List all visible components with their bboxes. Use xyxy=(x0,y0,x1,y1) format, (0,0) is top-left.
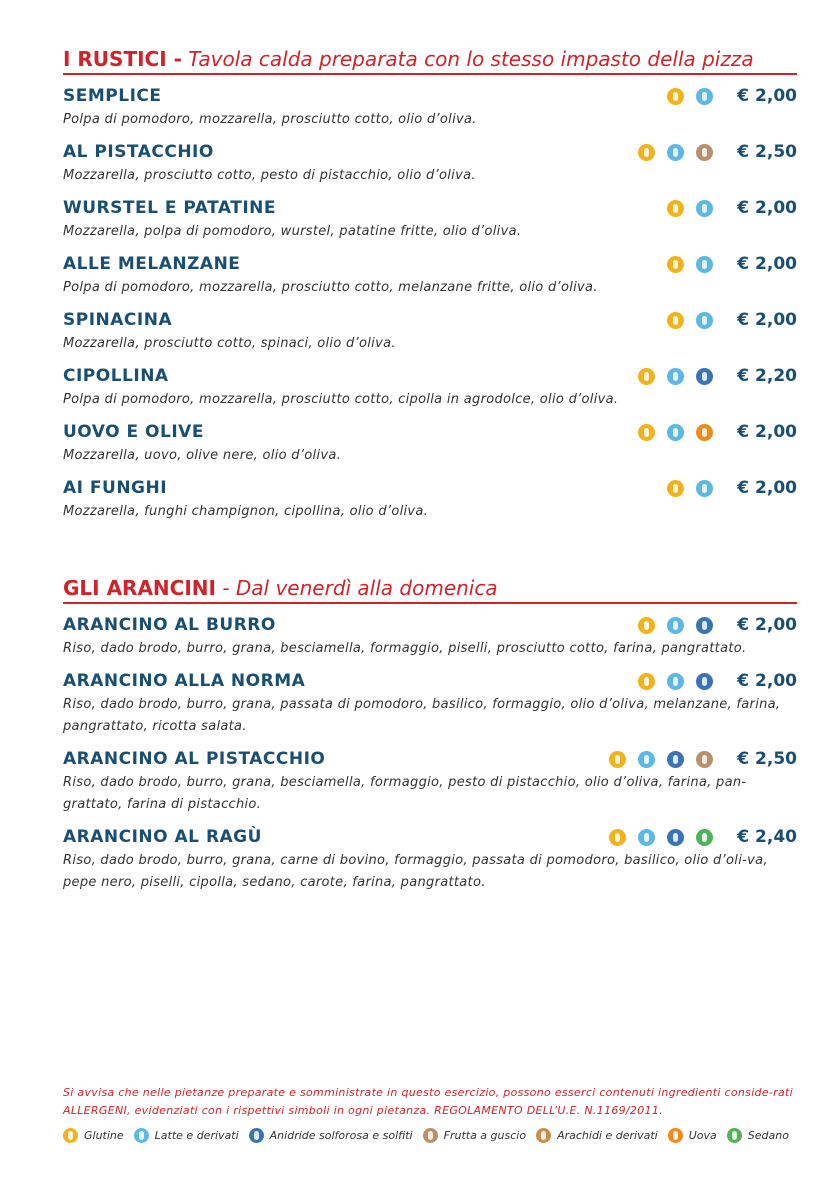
menu-item-price: € 2,50 xyxy=(737,142,797,162)
glutine-allergen-icon xyxy=(638,424,655,441)
glutine-allergen-icon xyxy=(638,673,655,690)
menu-item-name: ARANCINO AL RAGÙ xyxy=(63,827,262,847)
menu-item-name: UOVO E OLIVE xyxy=(63,422,204,442)
latte-allergen-icon xyxy=(696,88,713,105)
menu-item-name: SPINACINA xyxy=(63,310,173,330)
menu-item-name: AL PISTACCHIO xyxy=(63,142,214,162)
legend-label: Frutta a guscio xyxy=(443,1129,527,1142)
menu-item-name: SEMPLICE xyxy=(63,86,162,106)
menu-item-header xyxy=(63,612,797,638)
solfiti-allergen-icon xyxy=(667,751,684,768)
frutta-allergen-icon xyxy=(696,751,713,768)
menu-item xyxy=(63,195,797,243)
menu-item-price: € 2,20 xyxy=(737,366,797,386)
menu-item-name: CIPOLLINA xyxy=(63,366,169,386)
frutta-allergen-icon xyxy=(423,1128,438,1143)
menu-item-description: Mozzarella, funghi champignon, cipollina, olio d’oliva. xyxy=(63,504,429,519)
glutine-allergen-icon xyxy=(63,1128,78,1143)
legend-label: Arachidi e derivati xyxy=(557,1129,658,1142)
menu-item-right xyxy=(655,307,797,333)
sedano-allergen-icon xyxy=(727,1128,742,1143)
glutine-allergen-icon xyxy=(638,368,655,385)
menu-item xyxy=(63,746,797,816)
menu-item-header xyxy=(63,307,797,333)
menu-item-description: Polpa di pomodoro, mozzarella, prosciutto cotto, olio d’oliva. xyxy=(63,112,477,127)
menu-item-right xyxy=(655,251,797,277)
menu-item xyxy=(63,419,797,467)
latte-allergen-icon xyxy=(638,751,655,768)
glutine-allergen-icon xyxy=(667,312,684,329)
latte-allergen-icon xyxy=(696,312,713,329)
arancini-title-sub: - Dal venerdì alla domenica xyxy=(222,576,498,600)
glutine-allergen-icon xyxy=(638,144,655,161)
menu-item-header xyxy=(63,251,797,277)
arancini-title-strong: GLI ARANCINI xyxy=(63,576,216,600)
legend-label: Uova xyxy=(688,1129,717,1142)
legend-item-uova xyxy=(668,1128,717,1143)
sedano-allergen-icon xyxy=(696,829,713,846)
menu-item-right xyxy=(655,475,797,501)
latte-allergen-icon xyxy=(667,424,684,441)
menu-item-description: Riso, dado brodo, burro, grana, passata di pomodoro, basilico, formaggio, olio d’oliva, melanzane, farina, pangrattato, ricotta salata. xyxy=(63,697,781,734)
latte-allergen-icon xyxy=(134,1128,149,1143)
menu-item-price: € 2,00 xyxy=(737,422,797,442)
menu-item-price: € 2,00 xyxy=(737,198,797,218)
glutine-allergen-icon xyxy=(609,751,626,768)
menu-item-right xyxy=(597,824,797,850)
menu-item-description: Polpa di pomodoro, mozzarella, prosciutto cotto, cipolla in agrodolce, olio d’oliva. xyxy=(63,392,619,407)
menu-item-description: Riso, dado brodo, burro, grana, besciamella, formaggio, pesto di pistacchio, olio d’oliva, farina, pan-grattato, farina di pistacchio. xyxy=(63,775,747,812)
glutine-allergen-icon xyxy=(638,617,655,634)
menu-item-header xyxy=(63,363,797,389)
menu-item-price: € 2,00 xyxy=(737,671,797,691)
legend-item-latte xyxy=(134,1128,239,1143)
latte-allergen-icon xyxy=(667,617,684,634)
latte-allergen-icon xyxy=(667,368,684,385)
menu-item xyxy=(63,824,797,894)
menu-item-right xyxy=(597,746,797,772)
menu-item-name: WURSTEL E PATATINE xyxy=(63,198,276,218)
uova-allergen-icon xyxy=(668,1128,683,1143)
rustici-list xyxy=(63,83,797,523)
menu-item-name: ARANCINO ALLA NORMA xyxy=(63,671,306,691)
menu-item-right xyxy=(626,363,797,389)
menu-item xyxy=(63,475,797,523)
menu-item-price: € 2,00 xyxy=(737,615,797,635)
latte-allergen-icon xyxy=(638,829,655,846)
legend-item-frutta xyxy=(423,1128,526,1143)
solfiti-allergen-icon xyxy=(696,673,713,690)
solfiti-allergen-icon xyxy=(249,1128,264,1143)
glutine-allergen-icon xyxy=(667,480,684,497)
frutta-allergen-icon xyxy=(696,144,713,161)
legend-item-solfiti xyxy=(249,1128,413,1143)
arachidi-allergen-icon xyxy=(536,1128,551,1143)
arancini-section xyxy=(63,575,797,894)
menu-item-price: € 2,00 xyxy=(737,478,797,498)
menu-item xyxy=(63,83,797,131)
menu-item-header xyxy=(63,475,797,501)
menu-item xyxy=(63,612,797,660)
rustici-section xyxy=(63,46,797,523)
latte-allergen-icon xyxy=(696,200,713,217)
rustici-title-sub: Tavola calda preparata con lo stesso impasto della pizza xyxy=(188,47,754,71)
menu-item-description: Polpa di pomodoro, mozzarella, prosciutto cotto, melanzane fritte, olio d’oliva. xyxy=(63,280,598,295)
legend-label: Glutine xyxy=(84,1129,124,1142)
solfiti-allergen-icon xyxy=(696,368,713,385)
menu-item-header xyxy=(63,824,797,850)
arancini-title xyxy=(63,575,797,604)
rustici-title-strong: I RUSTICI - xyxy=(63,47,182,71)
latte-allergen-icon xyxy=(696,256,713,273)
latte-allergen-icon xyxy=(667,144,684,161)
menu-item-description: Riso, dado brodo, burro, grana, besciamella, formaggio, piselli, prosciutto cotto, farina, pangrattato. xyxy=(63,641,747,656)
menu-item-header xyxy=(63,195,797,221)
menu-item-description: Mozzarella, prosciutto cotto, spinaci, olio d’oliva. xyxy=(63,336,396,351)
menu-item-price: € 2,40 xyxy=(737,827,797,847)
menu-item-right xyxy=(655,83,797,109)
allergen-notice: Si avvisa che nelle pietanze preparate e somministrate in questo esercizio, possono esserci contenuti ingredienti conside-rati ALLERGENI, evidenziati con i rispettivi simboli in ogni pietanza. REGOLAMENTO DELL’U.E. N.1169/2011. xyxy=(63,1086,794,1117)
menu-item-description: Mozzarella, polpa di pomodoro, wurstel, patatine fritte, olio d’oliva. xyxy=(63,224,522,239)
legend-item-arachidi xyxy=(536,1128,658,1143)
menu-item-header xyxy=(63,83,797,109)
menu-item-description: Mozzarella, uovo, olive nere, olio d’oliva. xyxy=(63,448,342,463)
menu-item xyxy=(63,668,797,738)
arancini-list xyxy=(63,612,797,894)
menu-item-name: AI FUNGHI xyxy=(63,478,168,498)
menu-item-header xyxy=(63,668,797,694)
menu-item xyxy=(63,139,797,187)
menu-item-header xyxy=(63,746,797,772)
legend-item-glutine xyxy=(63,1128,124,1143)
menu-item-price: € 2,00 xyxy=(737,254,797,274)
menu-item-name: ALLE MELANZANE xyxy=(63,254,241,274)
menu-item xyxy=(63,363,797,411)
menu-item-name: ARANCINO AL BURRO xyxy=(63,615,276,635)
menu-item xyxy=(63,307,797,355)
menu-item-description: Mozzarella, prosciutto cotto, pesto di pistacchio, olio d’oliva. xyxy=(63,168,476,183)
menu-item-right xyxy=(626,139,797,165)
menu-item-right xyxy=(655,195,797,221)
uova-allergen-icon xyxy=(696,424,713,441)
allergen-legend xyxy=(63,1128,803,1143)
menu-item-header xyxy=(63,419,797,445)
rustici-title xyxy=(63,46,797,75)
glutine-allergen-icon xyxy=(667,200,684,217)
menu-item-price: € 2,00 xyxy=(737,310,797,330)
solfiti-allergen-icon xyxy=(696,617,713,634)
menu-item xyxy=(63,251,797,299)
legend-label: Latte e derivati xyxy=(154,1129,239,1142)
menu-item-header xyxy=(63,139,797,165)
legend-label: Sedano xyxy=(747,1129,789,1142)
legend-item-sedano xyxy=(727,1128,789,1143)
glutine-allergen-icon xyxy=(667,256,684,273)
latte-allergen-icon xyxy=(667,673,684,690)
menu-item-description: Riso, dado brodo, burro, grana, carne di bovino, formaggio, passata di pomodoro, basilico, olio d’oli-va, pepe nero, piselli, cipolla, sedano, carote, farina, pangrattato. xyxy=(63,853,768,890)
menu-item-right xyxy=(626,419,797,445)
latte-allergen-icon xyxy=(696,480,713,497)
menu-item-price: € 2,00 xyxy=(737,86,797,106)
menu-item-right xyxy=(626,612,797,638)
legend-label: Anidride solforosa e solfiti xyxy=(269,1129,413,1142)
menu-item-name: ARANCINO AL PISTACCHIO xyxy=(63,749,326,769)
solfiti-allergen-icon xyxy=(667,829,684,846)
glutine-allergen-icon xyxy=(667,88,684,105)
menu-item-price: € 2,50 xyxy=(737,749,797,769)
menu-item-right xyxy=(626,668,797,694)
glutine-allergen-icon xyxy=(609,829,626,846)
